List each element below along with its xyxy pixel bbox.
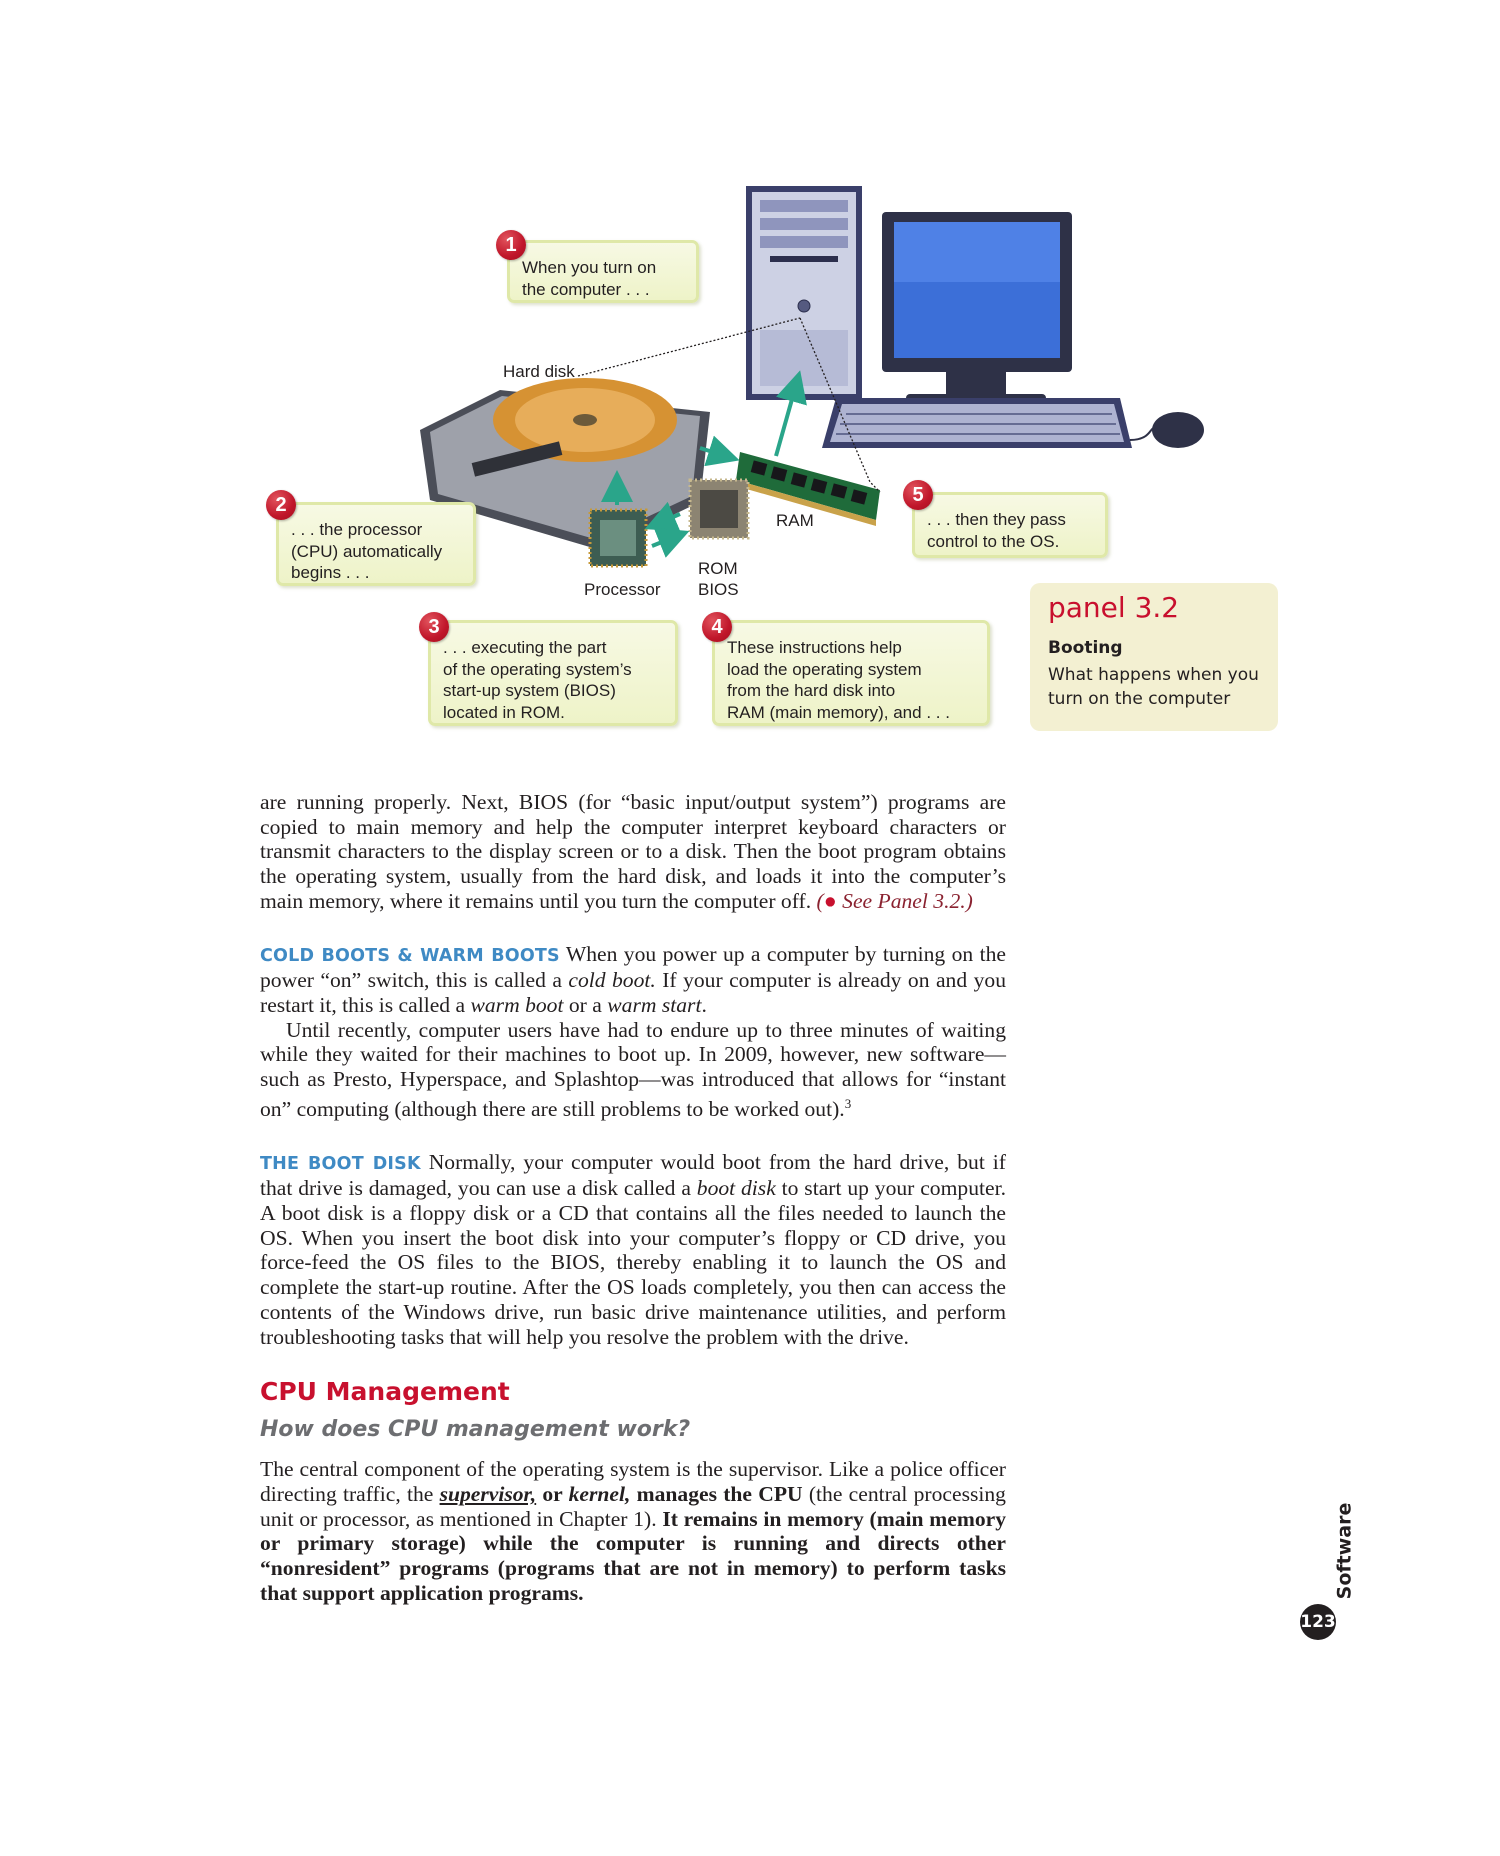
paragraph-text: manages the CPU — [630, 1481, 803, 1506]
term-supervisor: supervisor, — [439, 1481, 537, 1506]
term-warm-boot: warm boot — [470, 992, 564, 1017]
label-rom: ROM — [698, 559, 738, 578]
callout-line: When you turn on — [522, 258, 657, 277]
callout-line: RAM (main memory), and . . . — [727, 702, 950, 722]
label-hard-disk: Hard disk — [503, 362, 575, 381]
term-kernel: kernel, — [568, 1481, 631, 1506]
page-number: 123 — [1300, 1604, 1336, 1640]
ref-text: See Panel 3.2.) — [836, 888, 973, 913]
callout-line: control to the OS. — [927, 531, 1060, 551]
callout-line: located in ROM. — [443, 702, 565, 722]
step-badge-5: 5 — [903, 480, 933, 510]
section-tab-label: Software — [1333, 1502, 1356, 1600]
callout-line: . . . executing the part — [443, 638, 607, 657]
monitor-icon — [882, 212, 1072, 404]
label-ram: RAM — [776, 511, 814, 530]
callout-line: begins . . . — [291, 563, 370, 582]
step-badge-4: 4 — [702, 612, 732, 642]
paragraph-text: If your computer is already on and you restart it, this is called a — [260, 968, 1006, 1017]
section-question: How does CPU management work? — [260, 1417, 691, 1443]
paragraph-boot-disk — [260, 1150, 1006, 1350]
callout-line: (CPU) automatically — [291, 541, 443, 561]
paragraph-text: When you power up a computer by turning on the power “on” switch, this is called a — [260, 941, 1006, 993]
panel-description: What happens when you turn on the computer — [1048, 665, 1259, 709]
rom-bios-chip-icon — [690, 480, 748, 538]
paragraph-text: to start up your computer. A boot disk is a floppy disk or a CD that contains all the files needed to launch the OS. When you insert the boot disk into your computer’s floppy or CD drive, you force-feed the OS files to the BIOS, thereby enabling it to launch the OS and complete the start-up routine. After the OS loads completely, you then can access the contents of the Windows drive, run basic drive maintenance utilities, and perform troubleshooting tasks that will help you resolve the problem with the drive. — [260, 1176, 1006, 1349]
runin-heading-cold-warm: COLD BOOTS & WARM BOOTS — [260, 945, 560, 966]
callout-line: from the hard disk into — [727, 681, 896, 700]
paragraph-text: The central component of the operating system is the supervisor. Like a police officer directing traffic, the — [260, 1457, 1006, 1506]
paragraph-text: Until recently, computer users have had to endure up to three minutes of waiting while they waited for their machines to boot up. In 2009, however, new software—such as Presto, Hyperspace, and Splashtop—was introduced that allows for “instant on” computing (although there are still problems to be worked out). — [260, 1017, 1006, 1121]
panel-caption-box — [1030, 583, 1278, 731]
paragraph-supervisor — [260, 1457, 1006, 1605]
callout-line: start-up system (BIOS) — [443, 681, 616, 700]
panel-title: panel 3.2 — [1048, 591, 1180, 624]
paragraph-text: (the central processing unit or processor, as mentioned in Chapter 1). — [260, 1481, 1006, 1531]
paragraph-bios — [260, 790, 1006, 914]
panel-subtitle: Booting — [1048, 638, 1123, 658]
booting-figure — [0, 0, 1500, 760]
paragraph-text: . — [701, 992, 707, 1017]
bullet-icon: ● — [823, 888, 837, 913]
runin-heading-boot-disk: THE BOOT DISK — [260, 1153, 421, 1174]
ref-paren: ( — [816, 888, 824, 913]
section-heading: CPU Management — [260, 1377, 510, 1407]
step-badge-3: 3 — [419, 612, 449, 642]
label-processor: Processor — [584, 580, 661, 599]
mouse-icon — [1152, 412, 1204, 448]
paragraph-text: Normally, your computer would boot from the hard drive, but if that drive is damaged, you can use a disk called a — [260, 1149, 1006, 1201]
callout-step-4 — [712, 620, 990, 726]
processor-chip-icon — [590, 510, 646, 566]
body-text — [260, 790, 1006, 1605]
callout-line: These instructions help — [727, 638, 902, 657]
callout-line: load the operating system — [727, 659, 922, 679]
callout-step-5 — [912, 492, 1108, 558]
paragraph-text: or a — [563, 992, 608, 1017]
callout-step-3 — [428, 620, 678, 726]
label-bios: BIOS — [698, 580, 739, 599]
term-warm-start: warm start — [607, 992, 702, 1017]
paragraph-instant-on — [260, 1018, 1006, 1122]
panel-reference[interactable] — [817, 889, 973, 913]
paragraph-cold-warm-boots — [260, 942, 1006, 1018]
callout-line: of the operating system’s — [443, 659, 632, 679]
callout-line: the computer . . . — [522, 279, 650, 299]
step-badge-1: 1 — [496, 230, 526, 260]
paragraph-text: are running properly. Next, BIOS (for “basic input/output system”) programs are copied to main memory and help the computer interpret keyboard characters or transmit characters to the display screen or to a disk. Then the boot program obtains the operating system, usually from the hard disk, and loads it into the computer’s main memory, where it remains until you turn the computer off. — [260, 790, 1006, 913]
step-badge-2: 2 — [266, 490, 296, 520]
callout-line: . . . the processor — [291, 520, 423, 539]
computer-tower-icon — [746, 186, 862, 400]
paragraph-text: It remains in memory (main memory or primary storage) while the computer is running and directs other “nonresident” programs (programs that are not in memory) to perform tasks that support application programs. — [260, 1506, 1007, 1605]
callout-line: . . . then they pass — [927, 510, 1066, 529]
term-cold-boot: cold boot. — [568, 968, 656, 993]
paragraph-text: or — [536, 1481, 569, 1506]
callout-step-1 — [507, 240, 699, 303]
callout-step-2 — [276, 502, 476, 586]
footnote-marker: 3 — [844, 1095, 852, 1111]
term-boot-disk: boot disk — [696, 1176, 776, 1201]
keyboard-icon — [822, 398, 1132, 448]
